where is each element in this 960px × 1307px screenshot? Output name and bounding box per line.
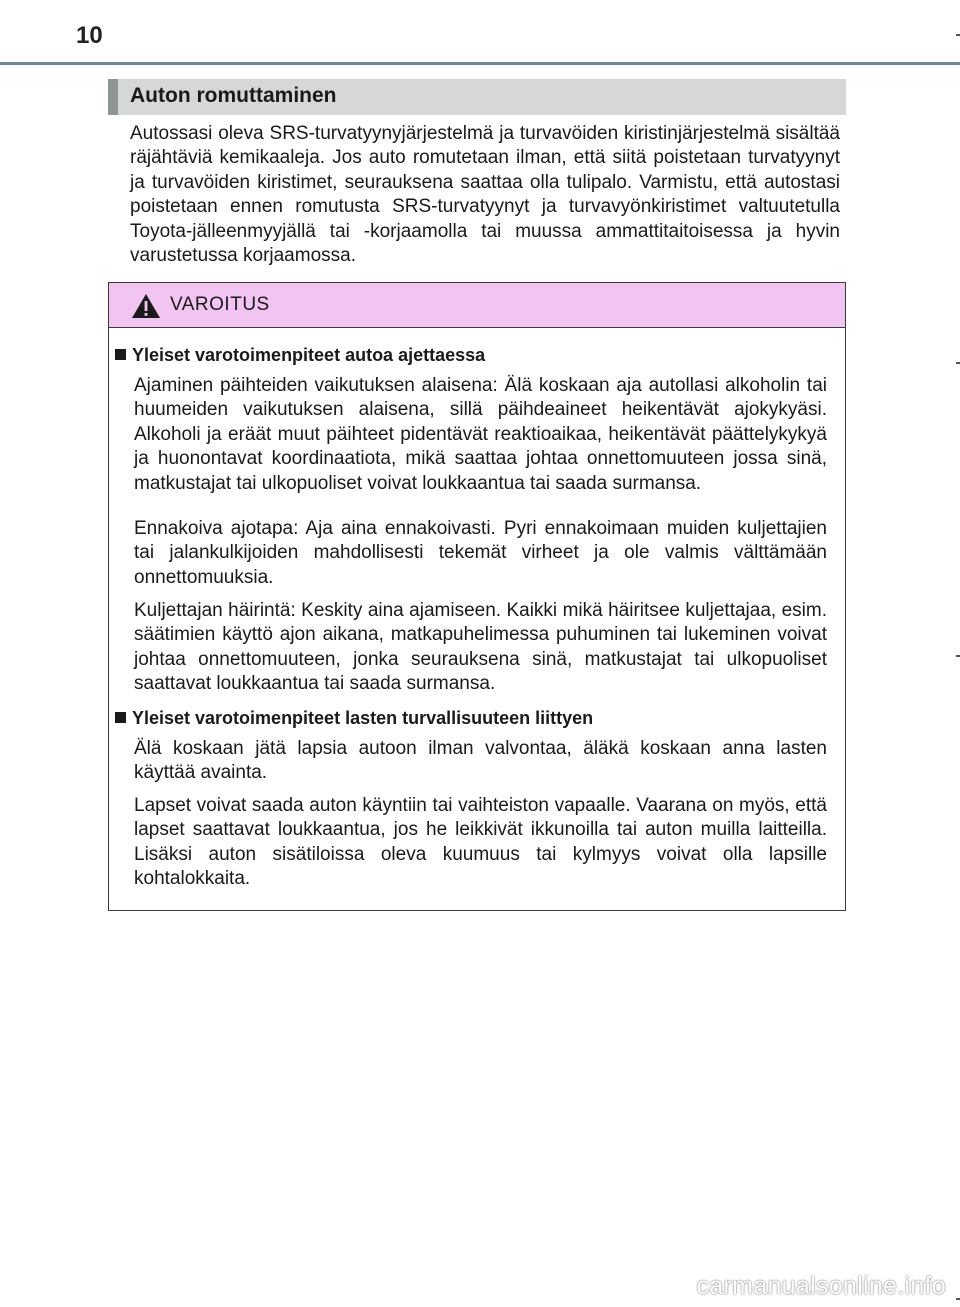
edge-tick (956, 655, 960, 657)
warning-triangle-icon (131, 293, 161, 319)
section-heading (108, 79, 846, 115)
warning-subheading: Yleiset varotoimenpiteet autoa ajettaessa (115, 345, 485, 366)
edge-tick (956, 1298, 960, 1300)
warning-paragraph: Älä koskaan jätä lapsia autoon ilman valvontaa, äläkä koskaan anna lasten käyttää avainta. (134, 738, 827, 784)
square-bullet-icon (115, 349, 126, 360)
watermark: carmanualsonline.info (696, 1272, 946, 1300)
edge-tick (956, 362, 960, 364)
edge-tick (956, 34, 960, 36)
warning-title: VAROITUS (170, 294, 270, 315)
warning-paragraph: Ajaminen päihteiden vaikutuksen alaisena: Älä koskaan aja autollasi alkoholin tai huumeiden vaikutuksen alaisena, sillä päihdeaineet heikentävät ajokykyäsi. Alkoholi ja eräät muut päihteet pidentävät reaktioaikaa, heikentävät päättelykykyä ja huonontavat koordinaatiota, mikä saattaa johtaa onnettomuuteen jossa sinä, matkustajat tai ulkopuoliset voivat loukkaantua tai saada surmansa. (134, 375, 827, 494)
warning-header (109, 283, 845, 328)
header-rule (0, 62, 960, 65)
warning-box (108, 282, 846, 911)
warning-paragraph: Lapset voivat saada auton käyntiin tai vaihteiston vapaalle. Vaarana on myös, että lapset saattavat loukkaantua, jos he leikkivät ikkunoilla tai auton muilla laitteilla. Lisäksi auton sisätiloissa oleva kuumuus tai kylmyys voivat olla lapsille kohtalokkaita. (134, 795, 827, 890)
warning-paragraph: Kuljettajan häirintä: Keskity aina ajamiseen. Kaikki mikä häiritsee kuljettajaa, esim. säätimien käyttö ajon aikana, matkapuhelimessa puhuminen tai lukeminen voivat johtaa onnettomuuteen, jonka seurauksena sinä, matkustajat tai ulkopuoliset saattavat loukkaantua tai saada surmansa. (134, 600, 827, 695)
page-number: 10 (76, 22, 103, 49)
warning-subheading: Yleiset varotoimenpiteet lasten turvallisuuteen liittyen (115, 708, 593, 729)
warning-paragraph: Ennakoiva ajotapa: Aja aina ennakoivasti. Pyri ennakoimaan muiden kuljettajien tai jalankulkijoiden mahdollisesti tekemät virheet ja ole valmis välttämään onnettomuuksia. (134, 518, 827, 588)
section-title: Auton romuttaminen (130, 84, 337, 107)
intro-paragraph: Autossasi oleva SRS-turvatyynyjärjestelmä ja turvavöiden kiristinjärjestelmä sisältää räjähtäviä kemikaaleja. Jos auto romutetaan ilman, että siitä poistetaan turvatyynyt ja turvavöiden kiristimet, seurauksena saattaa olla tulipalo. Varmistu, että autostasi poistetaan ennen romutusta SRS-turvatyynyt ja turvavyönkiristimet valtuutetulla Toyota-jälleenmyyjällä tai -korjaamolla tai muussa ammattitaitoisessa ja hyvin varustetussa korjaamossa. (130, 123, 840, 267)
square-bullet-icon (115, 712, 126, 723)
